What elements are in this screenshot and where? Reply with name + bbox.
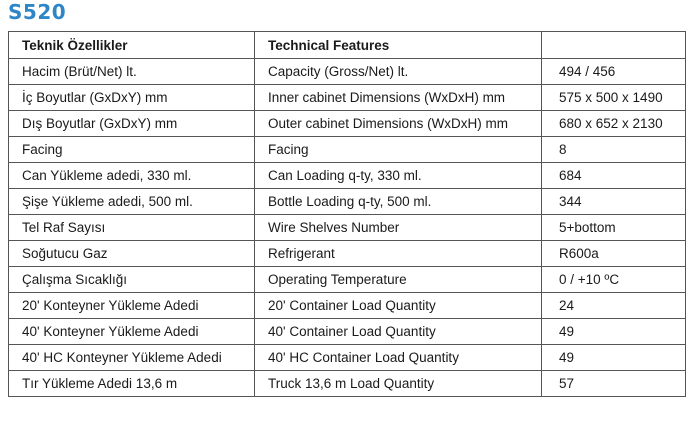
table-row: [9, 241, 686, 267]
cell-value: 5+bottom: [542, 215, 686, 241]
table-row: [9, 163, 686, 189]
cell-value: 57: [542, 371, 686, 397]
cell-value: 49: [542, 345, 686, 371]
table-row: [9, 137, 686, 163]
table-row: [9, 85, 686, 111]
cell-value: 0 / +10 ºC: [542, 267, 686, 293]
table-row: [9, 215, 686, 241]
cell-english: 20' Container Load Quantity: [255, 293, 542, 319]
cell-english: Capacity (Gross/Net) lt.: [255, 59, 542, 85]
table-row: [9, 345, 686, 371]
table-row: [9, 267, 686, 293]
table-header-row: [9, 32, 686, 59]
cell-english: Inner cabinet Dimensions (WxDxH) mm: [255, 85, 542, 111]
cell-turkish: Can Yükleme adedi, 330 ml.: [9, 163, 255, 189]
cell-turkish: Tır Yükleme Adedi 13,6 m: [9, 371, 255, 397]
cell-turkish: Facing: [9, 137, 255, 163]
header-value: [542, 32, 686, 59]
cell-value: 8: [542, 137, 686, 163]
table-row: [9, 319, 686, 345]
cell-turkish: Çalışma Sıcaklığı: [9, 267, 255, 293]
model-title: S520: [8, 0, 67, 24]
table-row: [9, 59, 686, 85]
cell-english: Can Loading q-ty, 330 ml.: [255, 163, 542, 189]
spec-table: [8, 31, 686, 397]
table-row: [9, 189, 686, 215]
cell-value: R600a: [542, 241, 686, 267]
table-row: [9, 111, 686, 137]
cell-turkish: Dış Boyutlar (GxDxY) mm: [9, 111, 255, 137]
header-turkish: Teknik Özellikler: [9, 32, 255, 59]
cell-turkish: 40' HC Konteyner Yükleme Adedi: [9, 345, 255, 371]
cell-value: 684: [542, 163, 686, 189]
cell-english: Outer cabinet Dimensions (WxDxH) mm: [255, 111, 542, 137]
cell-value: 344: [542, 189, 686, 215]
cell-english: 40' HC Container Load Quantity: [255, 345, 542, 371]
cell-turkish: 40' Konteyner Yükleme Adedi: [9, 319, 255, 345]
table-row: [9, 293, 686, 319]
cell-turkish: Tel Raf Sayısı: [9, 215, 255, 241]
cell-turkish: İç Boyutlar (GxDxY) mm: [9, 85, 255, 111]
table-row: [9, 371, 686, 397]
cell-value: 575 x 500 x 1490: [542, 85, 686, 111]
cell-turkish: 20' Konteyner Yükleme Adedi: [9, 293, 255, 319]
header-english: Technical Features: [255, 32, 542, 59]
cell-turkish: Şişe Yükleme adedi, 500 ml.: [9, 189, 255, 215]
cell-english: Bottle Loading q-ty, 500 ml.: [255, 189, 542, 215]
cell-english: 40' Container Load Quantity: [255, 319, 542, 345]
cell-value: 494 / 456: [542, 59, 686, 85]
cell-turkish: Soğutucu Gaz: [9, 241, 255, 267]
cell-english: Truck 13,6 m Load Quantity: [255, 371, 542, 397]
cell-english: Operating Temperature: [255, 267, 542, 293]
cell-value: 680 x 652 x 2130: [542, 111, 686, 137]
spec-table-body: [9, 59, 686, 397]
cell-value: 49: [542, 319, 686, 345]
cell-english: Facing: [255, 137, 542, 163]
cell-english: Refrigerant: [255, 241, 542, 267]
cell-english: Wire Shelves Number: [255, 215, 542, 241]
cell-turkish: Hacim (Brüt/Net) lt.: [9, 59, 255, 85]
cell-value: 24: [542, 293, 686, 319]
